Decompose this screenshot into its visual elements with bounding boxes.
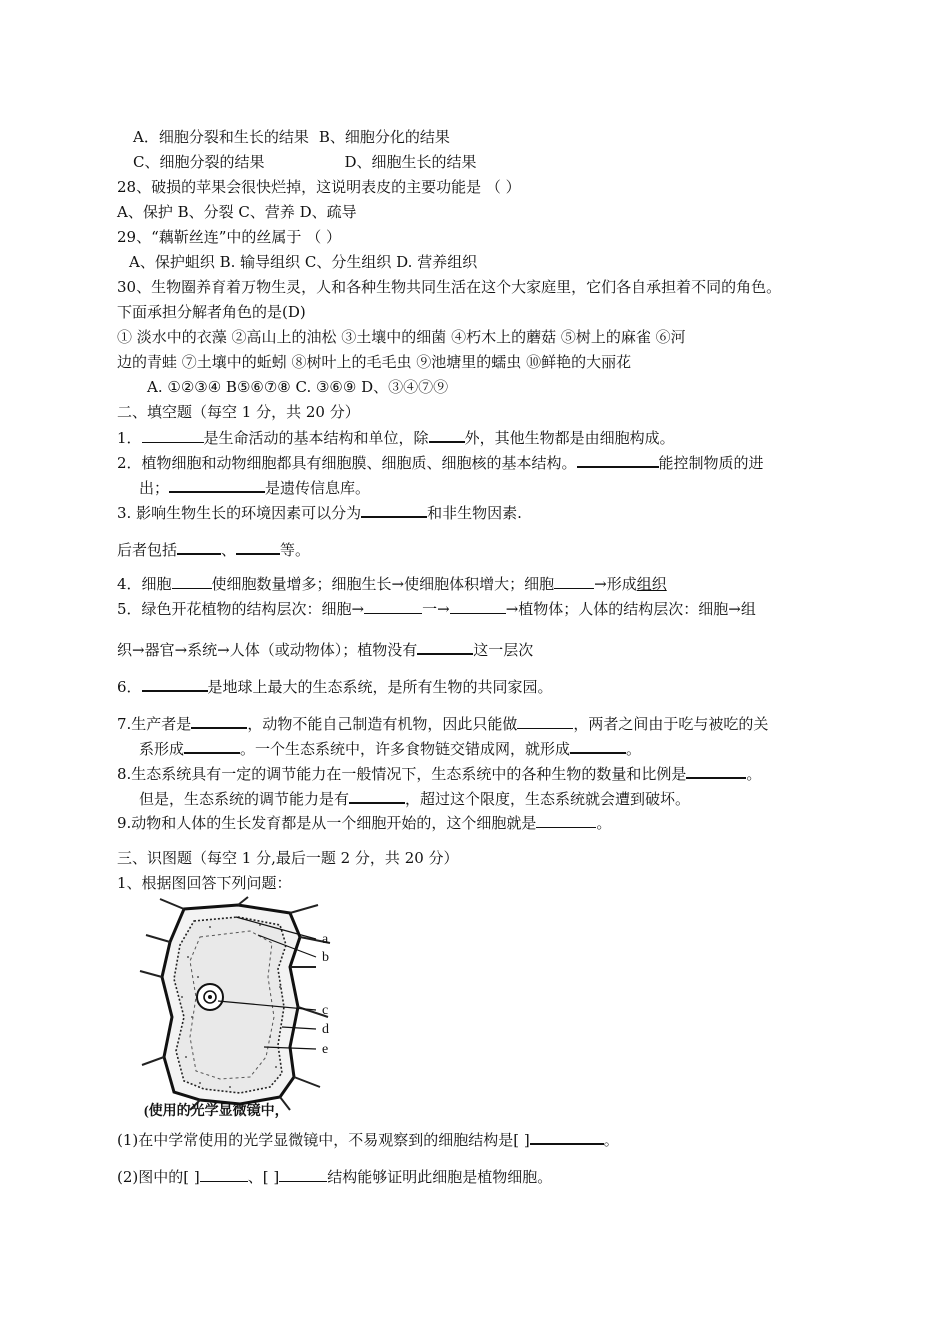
figure-subq1: (1)在中学常使用的光学显微镜中，不易观察到的细胞结构是[ ] 。 bbox=[117, 1131, 619, 1149]
fill-blank[interactable] bbox=[142, 676, 208, 692]
fill-blank[interactable] bbox=[554, 574, 594, 589]
q29-stem: 29、“藕靳丝连”中的丝属于 （ ） bbox=[117, 228, 341, 246]
fill-q2-line1: 2．植物细胞和动物细胞都具有细胞膜、细胞质、细胞核的基本结构。 能控制物质的进 bbox=[117, 454, 764, 472]
fill-blank[interactable] bbox=[279, 1167, 327, 1182]
fill-q8-line2: 但是，生态系统的调节能力是有 ，超过这个限度，生态系统就会遭到破坏。 bbox=[139, 790, 691, 808]
fill-blank[interactable] bbox=[172, 574, 212, 589]
fill-q5-line1: 5．绿色开花植物的结构层次：细胞→ 一→ →植物体；人体的结构层次：细胞→组 bbox=[117, 600, 756, 618]
section2-title: 二、填空题（每空 1 分，共 20 分） bbox=[117, 403, 360, 421]
label-b: b bbox=[322, 950, 329, 965]
fill-blank[interactable] bbox=[349, 788, 405, 804]
fill-blank[interactable] bbox=[169, 477, 265, 493]
fill-blank[interactable] bbox=[530, 1129, 604, 1145]
q27-option-d: D、细胞生长的结果 bbox=[344, 153, 477, 171]
fill-q2-line2: 出； 是遗传信息库。 bbox=[139, 479, 371, 497]
q30-list-line2: 边的青蛙 ⑦土壤中的蚯蚓 ⑧树叶上的毛毛虫 ⑨池塘里的蠕虫 ⑩鲜艳的大丽花 bbox=[117, 353, 632, 371]
fill-blank[interactable] bbox=[536, 813, 596, 828]
cell-membrane-outline bbox=[174, 917, 286, 1093]
fill-blank[interactable] bbox=[686, 763, 746, 779]
q30-stem-line2: 下面承担分解者角色的是(D) bbox=[117, 303, 306, 321]
q29-options: A、保护蛆织 B. 输导组织 C、分生组织 D. 营养组织 bbox=[129, 253, 478, 271]
fill-q5-line2: 织→器官→系统→人体（或动物体）；植物没有 这一层次 bbox=[117, 641, 534, 659]
fill-q4: 4．细胞 使细胞数量增多；细胞生长→使细胞体积增大；细胞 →形成组织 bbox=[117, 575, 667, 593]
figure-caption: (使用的光学显微镜中， bbox=[144, 1104, 289, 1119]
fill-blank[interactable] bbox=[184, 738, 240, 754]
q27-option-c: C、细胞分裂的结果 bbox=[133, 153, 265, 171]
label-a: a bbox=[322, 932, 329, 947]
section3-q1: 1、根据图回答下列问题： bbox=[117, 874, 292, 892]
fill-q7-line1: 7.生产者是 ，动物不能自己制造有机物，因此只能做 ，两者之间由于吃与被吃的关 bbox=[117, 715, 769, 733]
q27-options-row1 bbox=[133, 127, 450, 147]
section3-title: 三、识图题（每空 1 分,最后一题 2 分，共 20 分） bbox=[117, 849, 459, 867]
q27-option-b: B、细胞分化的结果 bbox=[318, 128, 450, 146]
fill-blank[interactable] bbox=[142, 428, 204, 443]
fill-blank[interactable] bbox=[361, 502, 427, 518]
fill-q6: 6． 是地球上最大的生态系统，是所有生物的共同家园。 bbox=[117, 678, 553, 696]
fill-blank[interactable] bbox=[364, 599, 422, 614]
fill-blank[interactable] bbox=[450, 599, 506, 614]
label-d: d bbox=[322, 1022, 329, 1037]
label-e: e bbox=[322, 1042, 329, 1057]
fill-q3-line2: 后者包括 、 等。 bbox=[117, 541, 311, 559]
nucleus bbox=[197, 984, 223, 1010]
plant-cell-figure bbox=[140, 897, 345, 1119]
fill-blank[interactable] bbox=[429, 427, 465, 443]
fill-blank[interactable] bbox=[570, 738, 626, 754]
fill-blank[interactable] bbox=[417, 639, 473, 655]
q30-list-line1: ① 淡水中的衣藻 ②高山上的油松 ③土壤中的细菌 ④朽木上的蘑菇 ⑤树上的麻雀 ⑥河 bbox=[117, 328, 686, 346]
fill-q8-line1: 8.生态系统具有一定的调节能力在一般情况下，生态系统中的各种生物的数量和比例是 。 bbox=[117, 765, 762, 783]
q28-options: A、保护 B、分裂 C、营养 D、疏导 bbox=[117, 203, 357, 221]
fill-blank[interactable] bbox=[236, 539, 280, 555]
fill-blank[interactable] bbox=[177, 539, 221, 555]
fill-q3-line1: 3. 影响生物生长的环境因素可以分为 和非生物因素. bbox=[117, 504, 522, 522]
q28-stem: 28、破损的苹果会很快烂掉，这说明表皮的主要功能是 （ ） bbox=[117, 178, 521, 196]
q27-options-row2 bbox=[133, 152, 477, 172]
figure-subq2: (2)图中的[ ] 、[ ] 结构能够证明此细胞是植物细胞。 bbox=[117, 1168, 553, 1186]
q30-stem-line1: 30、生物圈养育着万物生灵，人和各种生物共同生活在这个大家庭里，它们各自承担着不同的角色。 bbox=[117, 278, 782, 296]
fill-q1: 1． 是生命活动的基本结构和单位，除 外，其他生物都是由细胞构成。 bbox=[117, 429, 675, 447]
q27-option-a: A．细胞分裂和生长的结果 bbox=[133, 128, 309, 146]
fill-q9: 9.动物和人体的生长发育都是从一个细胞开始的，这个细胞就是 。 bbox=[117, 814, 612, 832]
fill-blank[interactable] bbox=[517, 714, 573, 729]
fill-q7-line2: 系形成 。一个生态系统中，许多食物链交错成网，就形成 。 bbox=[139, 740, 642, 758]
fill-blank[interactable] bbox=[191, 713, 247, 729]
label-c: c bbox=[322, 1003, 329, 1018]
q30-options: A. ①②③④ B⑤⑥⑦⑧ C. ③⑥⑨ D、③④⑦⑨ bbox=[147, 378, 449, 396]
fill-blank[interactable] bbox=[577, 452, 659, 468]
fill-blank[interactable] bbox=[200, 1167, 248, 1182]
